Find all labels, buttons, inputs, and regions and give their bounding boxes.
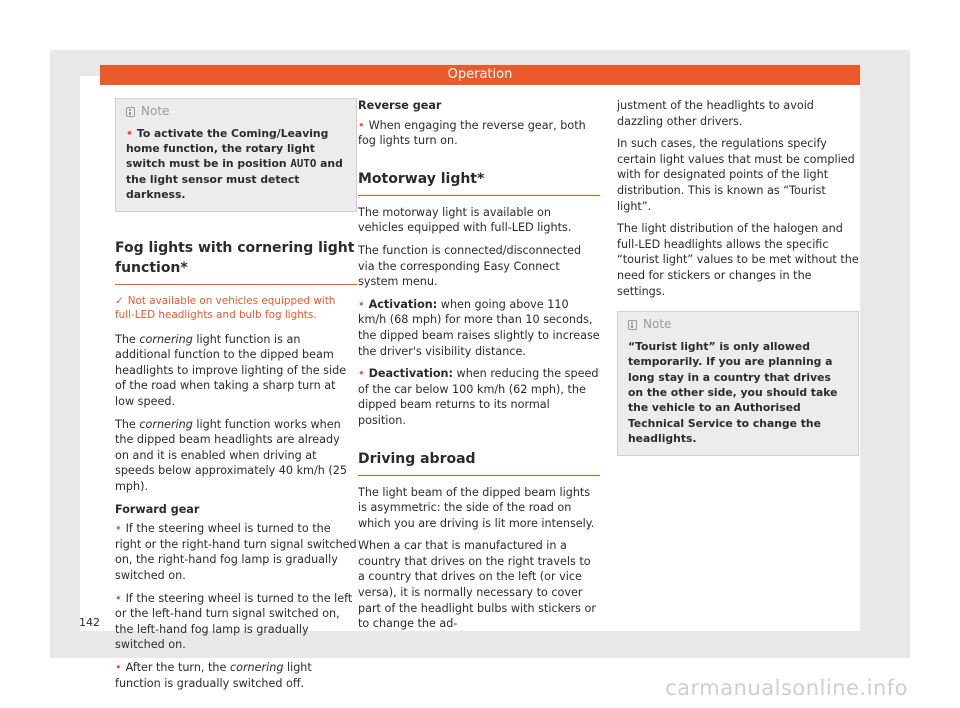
paragraph: The cornering light function is an additional function to the dipped beam headlights to improve lighting of the side of the road when taking a sharp turn at low speed. [115,332,347,408]
heading-driving-abroad: Driving abroad [358,449,600,476]
list-item: • If the steering wheel is turned to the left or the left-hand turn signal switched on, the left-hand fog lamp is gradually switched on. [115,591,353,652]
paragraph: In such cases, the regulations specify certain light values that must be complied with for designated points of the light distribution. This is known as “Tourist light”. [617,137,855,213]
list-item: • If the steering wheel is turned to the right or the right-hand turn signal switched on, the right-hand fog lamp is gradually switched on. [115,522,357,582]
bullet-icon: • [358,367,365,381]
bullet-icon: • [115,660,122,674]
note-box [617,311,859,455]
heading-motorway-light: Motorway light* [358,169,600,196]
subheading-forward-gear: Forward gear [115,502,200,516]
auto-symbol: AUTO [290,157,317,171]
note-title: Note [141,104,170,118]
paragraph: The function is connected/disconnected via the corresponding Easy Connect system menu. [358,243,582,289]
heading-fog-lights: Fog lights with cornering light function* [115,238,357,285]
info-icon [628,320,637,330]
subheading-reverse-gear: Reverse gear [358,99,442,112]
note-body: • To activate the Coming/Leaving home function, the rotary light switch must be in position AUTO and the light sensor must detect darkness. [126,126,343,202]
bullet-icon: • [115,522,122,536]
list-item: • After the turn, the cornering light function is gradually switched off. [115,660,312,690]
availability-note: ✓ Not available on vehicles equipped with full-LED headlights and bulb fog lights. [115,294,336,321]
paragraph: The cornering light function works when the dipped beam headlights are already on and it is enabled when driving at speeds below approximately 40 km/h (25 mph). [115,417,347,493]
bullet-icon: • [358,297,365,311]
list-item: • When engaging the reverse gear, both fog lights turn on. [358,118,586,148]
paragraph: The light distribution of the halogen and full-LED headlights allows the specific “tourist light” values to be met without the need for stickers or changes in the settings. [617,222,859,298]
section-header: Operation [100,65,860,85]
paragraph: justment of the headlights to avoid dazzling other drivers. [617,99,814,128]
note-title: Note [643,317,672,332]
note-box [115,98,357,212]
page-number: 142 [79,616,100,629]
column-1 [115,98,357,698]
bullet-icon: • [358,118,365,132]
list-item: • Activation: when going above 110 km/h (68 mph) for more than 10 seconds, the dipped beam raises slightly to increase the driver's visibility distance. [358,297,600,358]
note-body: “Tourist light” is only allowed temporarily. If you are planning a long stay in a country that drives on the other side, you should take the vehicle to an Authorised Technical Service to change the headlights. [628,339,838,446]
bullet-icon: • [126,126,133,140]
column-2 [358,98,600,639]
bullet-icon: • [115,591,122,605]
paragraph: The light beam of the dipped beam lights is asymmetric: the side of the road on which you are driving is lit more intensely. [358,485,595,530]
paragraph: When a car that is manufactured in a country that drives on the right travels to a country that drives on the left (or vice versa), it is normally necessary to cover part of the headlight bulbs with stickers or to change the ad- [358,539,596,631]
list-item: • Deactivation: when reducing the speed of the car below 100 km/h (62 mph), the dipped beam returns to its normal position. [358,367,599,427]
check-icon: ✓ [115,294,124,307]
paragraph: The motorway light is available on vehicles equipped with full-LED lights. [358,205,572,235]
info-icon [126,107,135,117]
column-3 [617,98,859,456]
watermark: carmanualsonline.info [665,676,908,700]
